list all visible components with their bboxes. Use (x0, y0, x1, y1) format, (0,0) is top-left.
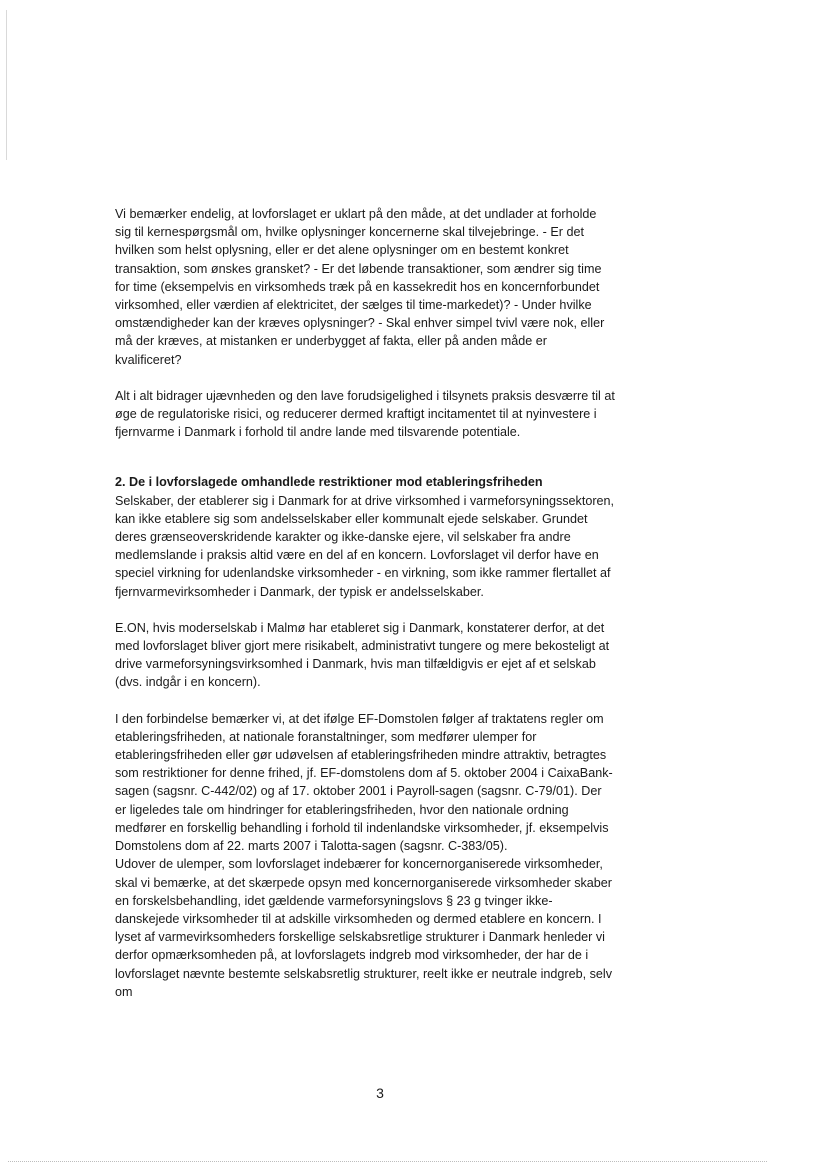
scan-edge-line (6, 10, 7, 160)
paragraph-uncertainty: Vi bemærker endelig, at lovforslaget er uklart på den måde, at det undlader at forholde sig til kernespørgsmål om, hvilke oplysninger koncernerne skal tilvejebringe. - Er det hvilken som helst oplysning, eller er det alene oplysninger om en bestemt konkret transaktion, som ønskes gransket? - Er det løbende transaktioner, som ændrer sig time for time (eksempelvis en virksomheds træk på en kassekredit hos en koncernforbundet virksomhed, eller værdien af elektricitet, der sælges til time-markedet)? - Under hvilke omstændigheder kan der kræves oplysninger? - Skal enhver simpel tvivl være nok, eller må der kræves, at mistanken er underbygget af fakta, eller på anden måde er kvalificeret? (115, 207, 605, 367)
document-body (115, 205, 615, 1001)
paragraph-eon: E.ON, hvis moderselskab i Malmø har etableret sig i Danmark, konstaterer derfor, at det med lovforslaget bliver gjort mere risikabelt, administrativt tungere og mere bekosteligt at drive varmeforsyningsvirksomhed i Danmark, hvis man tilfældigvis er ejet af et selskab (dvs. indgår i en koncern). (115, 620, 610, 690)
paragraph-companies: Selskaber, der etablerer sig i Danmark for at drive virksomhed i varmeforsyningssektoren, kan ikke etablere sig som andelsselskaber eller kommunalt ejede selskaber. Grundet deres grænseoverskridende karakter og ikke-danske ejere, vil selskaber fra andre medlemslande i praksis altid være en del af en koncern. Lovforslaget vil derfor have en speciel virkning for udenlandske virksomheder - en virkning, som ikke rammer flertallet af fjernvarmevirksomheder i Danmark, der typisk er andelsselskaber. (115, 493, 615, 599)
paragraph-ec-court: I den forbindelse bemærker vi, at det ifølge EF-Domstolen følger af traktatens regler om etableringsfriheden, at nationale foranstaltninger, som medfører ulemper for etableringsfriheden eller gør udøvelsen af etableringsfriheden mindre attraktiv, betragtes som restriktioner for denne frihed, jf. EF-domstolens dom af 5. oktober 2004 i CaixaBank-sagen (sagsnr. C-442/02) og af 17. oktober 2001 i Payroll-sagen (sagsnr. C-79/01). Der er ligeledes tale om hindringer for etableringsfriheden, hvor den nationale ordning medfører en forskellig behandling i forhold til indenlandske virksomheder, jf. eksempelvis Domstolens dom af 22. marts 2007 i Talotta-sagen (sagsnr. C-383/05). (115, 711, 613, 854)
scan-bottom-dots (8, 1161, 767, 1162)
page-number: 3 (376, 1085, 384, 1101)
section-heading: 2. De i lovforslagede omhandlede restriktioner mod etableringsfriheden (115, 475, 543, 490)
paragraph-summary: Alt i alt bidrager ujævnheden og den lave forudsigelighed i tilsynets praksis desværre til at øge de regulatoriske risici, og reducerer dermed kraftigt incitamentet til at nyinvestere i fjernvarme i Danmark i forhold til andre lande med tilsvarende potentiale. (115, 388, 615, 440)
paragraph-discrimination: Udover de ulemper, som lovforslaget indebærer for koncernorganiserede virksomheder, skal vi bemærke, at det skærpede opsyn med koncernorganiserede virksomheder skaber en forskelsbehandling, idet gældende varmeforsyningslovs § 23 g tvinger ikke-danskejede virksomheder til at adskille virksomheden og dermed etablere en koncern. I lyset af varmevirksomheders forskellige selskabsretlige strukturer i Danmark henleder vi derfor opmærksomheden på, at lovforslagets indgreb mod virksomheder, der har de i lovforslaget nævnte bestemte selskabsretlig strukturer, reelt ikke er neutrale indgreb, selv om (115, 857, 612, 999)
